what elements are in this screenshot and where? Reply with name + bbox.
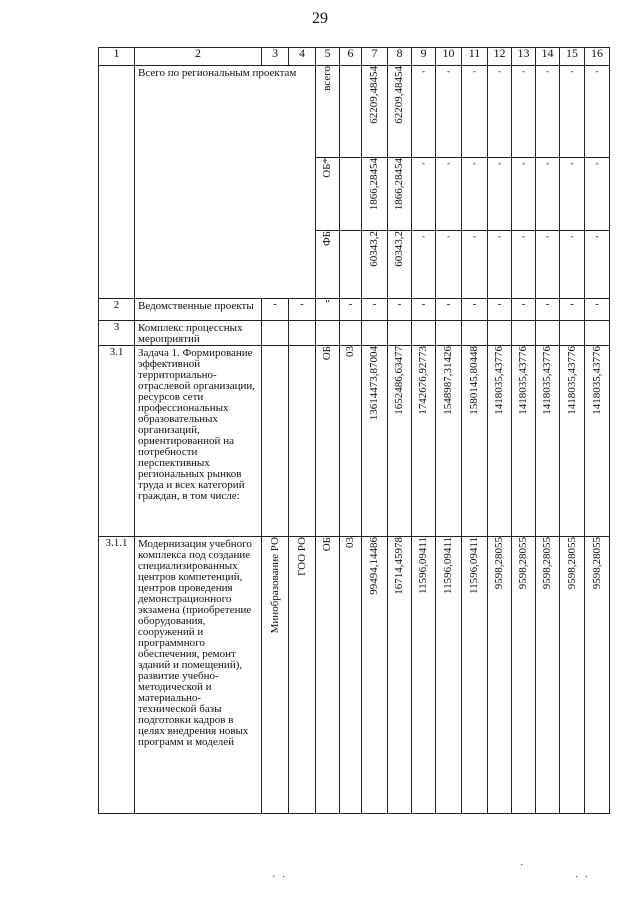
dash-mark: - <box>372 298 377 310</box>
budget-table <box>98 47 610 814</box>
dash-mark: - <box>473 231 476 241</box>
dash-mark: - <box>545 298 550 310</box>
dash-mark: - <box>570 158 574 168</box>
dash-mark: - <box>546 158 549 168</box>
col-11: 11 <box>462 48 488 66</box>
measure-executor: Минобразование РО <box>268 537 281 634</box>
measure-name: Модернизация учебного комплекса под создание специализированных центров компетенций, центров проведения демонстрационного экзамена (приобретение оборудования, сооружений и программного обеспечения, ремонт зданий и помещений), развитие учебно-методической и материально-технической базы подготовки кадров в целях внедрения новых программ и моделей <box>135 537 262 814</box>
col-1: 1 <box>99 48 135 66</box>
col-8: 8 <box>388 48 412 66</box>
departmental-num: 2 <box>99 299 135 321</box>
task-num: 3.1 <box>99 346 135 537</box>
dash-mark: - <box>521 298 526 310</box>
scan-speck: ⋅ ⋅ <box>575 872 591 883</box>
regional-ob-c8: 1866,28454 <box>393 158 405 211</box>
dash-mark: - <box>570 231 574 241</box>
measure-code: 03 <box>344 537 356 548</box>
col-4: 4 <box>289 48 316 66</box>
task-value: 13614473,87004 <box>368 346 380 421</box>
col-14: 14 <box>536 48 560 66</box>
dash-mark: - <box>497 298 502 310</box>
col-5: 5 <box>316 48 340 66</box>
regional-num-cell <box>99 66 135 299</box>
col-7: 7 <box>362 48 388 66</box>
regional-source-total: всего <box>321 66 333 91</box>
complex-name: Комплекс процессных мероприятий <box>135 321 262 346</box>
regional-total-c8: 62209,48454 <box>393 66 405 124</box>
dash-mark: - <box>498 158 501 168</box>
regional-source-ob: ОБ* <box>321 158 333 178</box>
task-value: 1652486,63477 <box>393 346 405 415</box>
scan-speck: ⋅ <box>520 860 526 871</box>
dash-mark: - <box>421 298 426 310</box>
task-value: 1580145,80448 <box>468 346 480 415</box>
regional-total-row <box>99 66 610 158</box>
dash-mark: - <box>522 158 525 168</box>
dash-mark: - <box>570 66 574 76</box>
measure-value: 9598,28055 <box>517 537 529 590</box>
regional-fb-c7: 60343,2 <box>368 231 380 267</box>
dash-mark: - <box>473 66 476 76</box>
measure-value: 11596,09411 <box>442 537 454 594</box>
task-value: 1742676,92773 <box>417 346 429 415</box>
complex-num: 3 <box>99 321 135 346</box>
task-source: ОБ <box>321 346 333 361</box>
measure-value: 99494,14486 <box>368 537 380 595</box>
measure-value: 9598,28055 <box>590 537 603 590</box>
regional-source-fb: ФБ <box>321 231 333 247</box>
dash-mark: - <box>422 66 425 76</box>
col-2: 2 <box>135 48 262 66</box>
dash-mark: - <box>546 231 549 241</box>
col-16: 16 <box>585 48 610 66</box>
dash-mark: - <box>273 298 277 310</box>
dash-mark: - <box>522 231 525 241</box>
measure-source: ОБ <box>321 537 333 552</box>
task-value: 1418035,43776 <box>565 346 578 415</box>
dash-mark: - <box>522 66 525 76</box>
quote-mark: " <box>325 298 330 310</box>
dash-mark: - <box>397 298 402 310</box>
dash-mark: - <box>422 158 425 168</box>
task-code: 03 <box>344 346 356 357</box>
dash-mark: - <box>473 158 476 168</box>
col-9: 9 <box>412 48 436 66</box>
dash-mark: - <box>300 298 304 310</box>
dash-mark: - <box>595 231 599 241</box>
dash-mark: - <box>595 298 599 310</box>
complex-row <box>99 321 610 346</box>
dash-mark: - <box>447 158 450 168</box>
page-number: 29 <box>312 10 328 27</box>
regional-total-c7: 62209,48454 <box>368 66 380 124</box>
dash-mark: - <box>595 158 599 168</box>
dash-mark: - <box>447 66 450 76</box>
regional-ob-c7: 1866,28454 <box>368 158 380 211</box>
column-number-row <box>99 48 610 66</box>
task-value: 1418035,43776 <box>517 346 529 415</box>
col-13: 13 <box>512 48 536 66</box>
dash-mark: - <box>498 66 501 76</box>
task-value: 1418035,43776 <box>541 346 553 415</box>
dash-mark: - <box>446 298 451 310</box>
regional-fb-c8: 60343,2 <box>393 231 405 267</box>
task-value: 1418035,43776 <box>493 346 505 415</box>
col-6: 6 <box>340 48 362 66</box>
measure-participant: ГОО РО <box>295 537 308 576</box>
task-name: Задача 1. Формирование эффективной территориально-отраслевой организации, ресурсов сети профессиональных образовательных организаций, ориентированной на потребности перспективных региональных рынков труда и всех категорий граждан, в том числе: <box>135 346 262 537</box>
dash-mark: - <box>447 231 450 241</box>
dash-mark: - <box>348 298 353 310</box>
measure-row <box>99 537 610 814</box>
dash-mark: - <box>472 298 477 310</box>
measure-num: 3.1.1 <box>99 537 135 814</box>
dash-mark: - <box>595 66 599 76</box>
departmental-name: Ведомственные проекты <box>135 299 262 321</box>
regional-name: Всего по региональным проектам <box>135 66 316 299</box>
dash-mark: - <box>498 231 501 241</box>
measure-value: 9598,28055 <box>541 537 553 590</box>
measure-value: 16714,45978 <box>393 537 405 595</box>
measure-value: 11596,09411 <box>468 537 480 594</box>
col-10: 10 <box>436 48 462 66</box>
dash-mark: - <box>546 66 549 76</box>
task-value: 1418035,43776 <box>590 346 603 415</box>
measure-value: 9598,28055 <box>493 537 505 590</box>
scan-speck: ⋅ ⋅ <box>272 872 288 883</box>
col-3: 3 <box>262 48 289 66</box>
task-value: 1548987,31426 <box>442 346 454 415</box>
departmental-row <box>99 299 610 321</box>
measure-value: 9598,28055 <box>565 537 578 590</box>
task-row <box>99 346 610 537</box>
col-12: 12 <box>488 48 512 66</box>
dash-mark: - <box>422 231 425 241</box>
measure-value: 11596,09411 <box>417 537 429 594</box>
dash-mark: - <box>570 298 574 310</box>
col-15: 15 <box>560 48 585 66</box>
